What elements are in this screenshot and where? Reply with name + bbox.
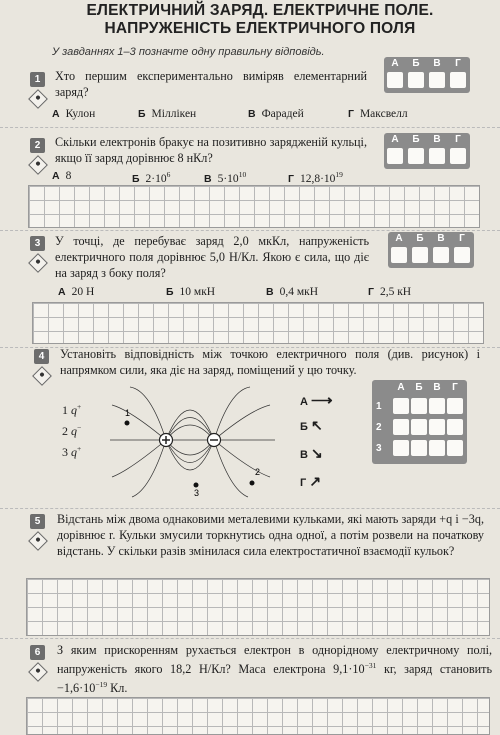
matching-cell[interactable] bbox=[447, 440, 463, 456]
answer-letter: Б bbox=[412, 58, 420, 69]
question-number-6: 6 bbox=[30, 645, 45, 660]
figure-label-2: 2 bbox=[255, 467, 261, 477]
answer-cell[interactable] bbox=[433, 247, 449, 263]
matching-cell[interactable] bbox=[411, 440, 427, 456]
question-1-text: Хто першим експериментально виміряв елементарний заряд? bbox=[55, 69, 367, 99]
answer-box-1 bbox=[384, 57, 470, 93]
question-4-text: Установіть відповідність між точкою електричного поля (див. рисунок) і напрямком сили, яка діє на заряд, поміщений у цю точку. bbox=[60, 347, 480, 377]
answer-grid-6[interactable] bbox=[26, 697, 490, 735]
matching-cell[interactable] bbox=[393, 419, 409, 435]
option-a: А 20 Н bbox=[58, 286, 95, 298]
option-d: Г $12,8\cdot 10^{19}$ bbox=[288, 170, 343, 185]
answer-cell[interactable] bbox=[391, 247, 407, 263]
matching-cell[interactable] bbox=[429, 419, 445, 435]
arrow-c: В ↘ bbox=[300, 445, 323, 461]
option-b: Б Міллікен bbox=[138, 108, 197, 120]
divider bbox=[0, 638, 500, 639]
matching-answer-box: А Б В Г 1 2 3 bbox=[372, 380, 467, 464]
divider bbox=[0, 508, 500, 509]
point-3: 3 q+ bbox=[62, 444, 82, 459]
diamond-marker-icon bbox=[28, 253, 48, 273]
point-1: 1 q+ bbox=[62, 402, 82, 417]
diamond-marker-icon bbox=[32, 366, 52, 386]
arrow-a: А ⟶ bbox=[300, 392, 333, 409]
arrow-right-icon: ⟶ bbox=[311, 392, 333, 409]
answer-cell[interactable] bbox=[429, 72, 445, 88]
arrow-down-right-icon: ↘ bbox=[311, 445, 323, 461]
figure-label-3: 3 bbox=[194, 488, 200, 498]
option-c: В $5\cdot 10^{10}$ bbox=[204, 170, 247, 185]
question-6-text: З яким прискоренням рухається електрон в однорідному електричному полі, напруженість якого 18,2 Н/Кл? Маса електрона $9,1\cdot 10^{-31}$ кг, заряд становить $-1,6\cdot 10^{-19}$ Кл. bbox=[57, 643, 492, 696]
point-2: 2 q− bbox=[62, 423, 82, 438]
instruction-text: У завданнях 1–3 позначте одну правильну відповідь. bbox=[52, 46, 325, 58]
question-number-5: 5 bbox=[30, 514, 45, 529]
arrow-d: Г ↗ bbox=[300, 473, 322, 489]
diamond-marker-icon bbox=[28, 531, 48, 551]
option-b: Б 10 мкН bbox=[166, 286, 216, 298]
point-list bbox=[62, 398, 81, 461]
point-3-marker bbox=[194, 483, 199, 488]
field-lines-diagram bbox=[110, 385, 285, 500]
answer-letter: А bbox=[391, 58, 399, 69]
arrow-up-left-icon: ↖ bbox=[310, 417, 323, 433]
answer-cell[interactable] bbox=[429, 148, 445, 164]
matching-cell[interactable] bbox=[393, 398, 409, 414]
field-lines bbox=[110, 387, 275, 497]
answer-grid-3[interactable] bbox=[32, 302, 484, 344]
option-a: А Кулон bbox=[52, 108, 96, 120]
matching-cell[interactable] bbox=[393, 440, 409, 456]
question-5-text: Відстань між двома однаковими металевими кульками, які мають заряди +q і −3q, дорівнює r. Кульки змусили торкнутись одна одної, а потім розвели на початкову відстань. У скільки разів змінилася сила електростатичної взаємодії кульок? bbox=[57, 512, 484, 558]
question-2-text: Скільки електронів бракує на позитивно зарядженій кульці, якщо її заряд дорівнює 8 нКл? bbox=[55, 135, 367, 165]
matching-cell[interactable] bbox=[447, 419, 463, 435]
figure-label-1: 1 bbox=[125, 408, 131, 418]
answer-cell[interactable] bbox=[412, 247, 428, 263]
answer-cell[interactable] bbox=[408, 72, 424, 88]
page-title-line1: ЕЛЕКТРИЧНИЙ ЗАРЯД. ЕЛЕКТРИЧНЕ ПОЛЕ. bbox=[86, 2, 434, 19]
option-d: Г 2,5 кН bbox=[368, 286, 412, 298]
matching-cell[interactable] bbox=[411, 398, 427, 414]
divider bbox=[0, 127, 500, 128]
question-3-text: У точці, де перебуває заряд 2,0 мкКл, напруженість електричного поля дорівнює 5,0 Н/Кл. Якою є сила, що діє на заряд з боку поля? bbox=[55, 234, 369, 280]
diamond-marker-icon bbox=[28, 155, 48, 175]
answer-cell[interactable] bbox=[408, 148, 424, 164]
option-d: Г Максвелл bbox=[348, 108, 408, 120]
arrow-up-right-icon: ↗ bbox=[309, 473, 322, 489]
answer-grid-2[interactable] bbox=[28, 185, 480, 228]
point-2-marker bbox=[250, 481, 255, 486]
question-number-3: 3 bbox=[30, 236, 45, 251]
answer-cell[interactable] bbox=[387, 72, 403, 88]
option-c: В Фарадей bbox=[248, 108, 304, 120]
question-number-4: 4 bbox=[34, 349, 49, 364]
answer-box-2: А Б В Г bbox=[384, 133, 470, 169]
option-a: А 8 bbox=[52, 170, 72, 182]
arrow-b: Б ↖ bbox=[300, 417, 323, 433]
answer-cell[interactable] bbox=[454, 247, 470, 263]
diamond-marker-icon bbox=[28, 89, 48, 109]
answer-cell[interactable] bbox=[450, 148, 466, 164]
answer-cell[interactable] bbox=[387, 148, 403, 164]
divider bbox=[0, 230, 500, 231]
option-c: В 0,4 мкН bbox=[266, 286, 319, 298]
matching-cell[interactable] bbox=[411, 419, 427, 435]
question-number-2: 2 bbox=[30, 138, 45, 153]
answer-grid-5[interactable] bbox=[26, 578, 490, 636]
answer-letter: Г bbox=[455, 58, 461, 69]
page-title-line2: НАПРУЖЕНІСТЬ ЕЛЕКТРИЧНОГО ПОЛЯ bbox=[104, 20, 416, 37]
answer-box-3: А Б В Г bbox=[388, 232, 474, 268]
answer-cell[interactable] bbox=[450, 72, 466, 88]
point-1-marker bbox=[125, 421, 130, 426]
diamond-marker-icon bbox=[28, 662, 48, 682]
option-b: Б $2\cdot 10^6$ bbox=[132, 170, 171, 185]
answer-letter: В bbox=[433, 58, 441, 69]
matching-cell[interactable] bbox=[429, 398, 445, 414]
matching-cell[interactable] bbox=[429, 440, 445, 456]
matching-cell[interactable] bbox=[447, 398, 463, 414]
question-number-1: 1 bbox=[30, 72, 45, 87]
